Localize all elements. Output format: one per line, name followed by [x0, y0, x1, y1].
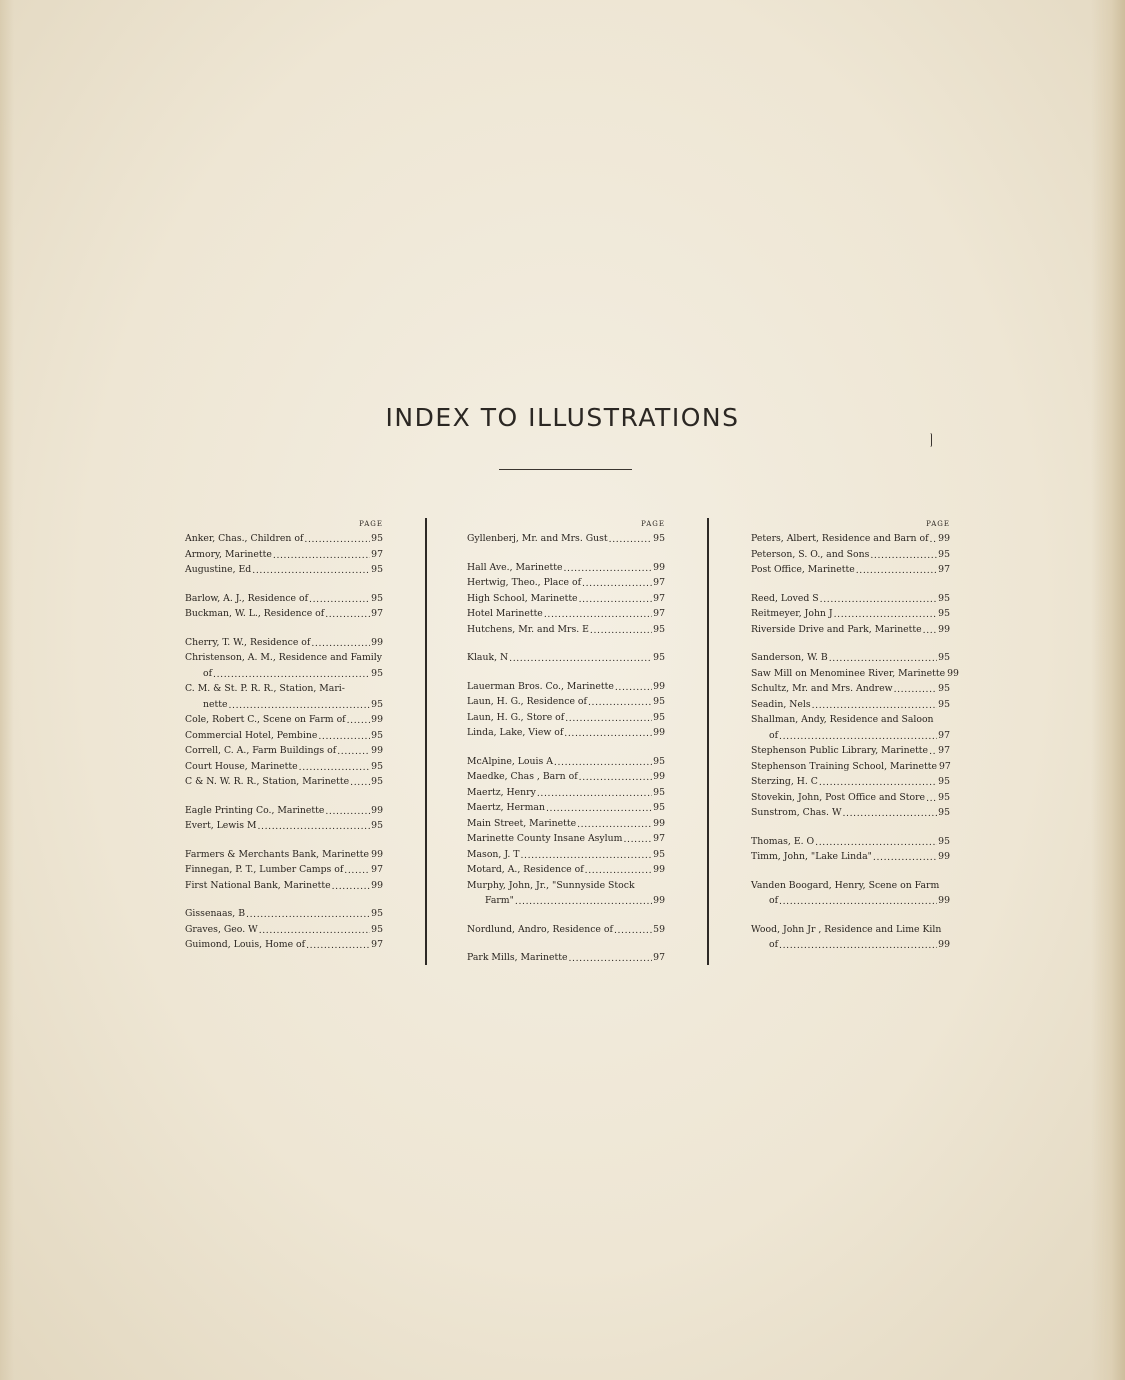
index-entry-page: 97	[938, 745, 950, 756]
dot-leader	[615, 680, 652, 692]
index-entry-name: Maertz, Henry	[467, 786, 536, 798]
index-entry-name: Nordlund, Andro, Residence of	[467, 923, 613, 935]
index-entry-name: Cole, Robert C., Scene on Farm of	[185, 714, 346, 725]
index-entry-page: 95	[938, 548, 950, 560]
index-entry-name: Anker, Chas., Children of	[185, 533, 304, 544]
index-entry-page: 99	[371, 636, 383, 648]
index-column-3	[751, 519, 959, 953]
index-entry-page: 97	[653, 608, 665, 619]
column-divider-left	[425, 518, 427, 965]
dot-leader	[273, 548, 370, 560]
dot-leader	[812, 698, 938, 710]
group-spacer	[751, 578, 950, 591]
dot-leader	[926, 791, 937, 803]
index-entry-page: 95	[938, 807, 950, 818]
index-entry-page: 97	[653, 952, 665, 963]
index-entry-page: 95	[371, 908, 383, 919]
index-entry-name: Christenson, A. M., Residence and Family	[185, 652, 382, 663]
index-entry-name: Sterzing, H. C	[751, 776, 818, 787]
group-spacer	[751, 821, 950, 834]
index-entry-page: 97	[653, 577, 665, 588]
index-entry-page: 95	[653, 696, 665, 707]
index-entry-page: 99	[653, 680, 665, 692]
group-spacer	[467, 666, 665, 679]
dot-leader	[565, 711, 652, 723]
index-entry-page: 95	[371, 667, 383, 679]
index-entry-name: First National Bank, Marinette	[185, 879, 331, 891]
group-spacer	[185, 790, 383, 803]
index-entry-name: C & N. W. R. R., Station, Marinette	[185, 776, 350, 787]
index-entry-continuation: of	[769, 729, 779, 741]
index-entry	[467, 800, 665, 816]
index-entry-name: Shallman, Andy, Residence and Saloon	[751, 714, 934, 725]
index-entry-name: Wood, John Jr , Residence and Lime Kiln	[751, 923, 942, 935]
dot-leader	[304, 532, 370, 544]
index-entry	[185, 697, 383, 713]
index-entry-page: 95	[371, 760, 383, 772]
index-entry	[185, 728, 383, 744]
dot-leader	[563, 561, 652, 573]
dot-leader	[350, 775, 370, 787]
index-entry-name: Riverside Drive and Park, Marinette	[751, 623, 922, 635]
index-entry-page: 99	[653, 895, 665, 906]
index-entry	[467, 847, 665, 863]
dot-leader	[515, 894, 652, 906]
index-entry-name: Post Office, Marinette	[751, 564, 855, 575]
group-spacer	[467, 547, 665, 560]
index-entry	[751, 834, 950, 850]
index-entry-page: 95	[371, 698, 383, 710]
dot-leader	[873, 850, 937, 862]
index-entry-page: 99	[371, 714, 383, 725]
index-entry	[751, 697, 950, 713]
index-entry-name: Eagle Printing Co., Marinette	[185, 804, 325, 816]
index-entry-page: 95	[938, 698, 950, 710]
index-entry-name: Hertwig, Theo., Place of	[467, 577, 582, 588]
dot-leader	[577, 817, 652, 829]
dot-leader	[544, 607, 652, 619]
index-entry-page: 99	[371, 745, 383, 756]
title-rule	[499, 469, 632, 470]
index-entry-name: Lauerman Bros. Co., Marinette	[467, 680, 614, 692]
page-column-header: PAGE	[641, 520, 665, 528]
index-entry-page: 95	[653, 786, 665, 798]
index-entry-continuation: of	[203, 667, 213, 679]
index-entry	[185, 531, 383, 547]
index-entry-name: Seadin, Nels	[751, 698, 811, 710]
dot-leader	[537, 786, 652, 798]
index-entry-page: 99	[938, 851, 950, 862]
index-entry	[185, 878, 383, 894]
dot-leader	[213, 667, 370, 679]
dot-leader	[347, 713, 371, 725]
index-entry-name: Laun, H. G., Store of	[467, 711, 565, 723]
page-column-header: PAGE	[359, 520, 383, 528]
index-entry	[751, 562, 950, 578]
index-entry-name: Stovekin, John, Post Office and Store	[751, 791, 926, 803]
dot-leader	[564, 726, 652, 738]
index-entry	[467, 922, 665, 938]
index-entry	[751, 606, 950, 622]
dot-leader	[344, 863, 370, 875]
index-entry-page: 99	[938, 623, 950, 635]
index-entry	[751, 774, 950, 790]
index-entry-name: Schultz, Mr. and Mrs. Andrew	[751, 683, 893, 694]
index-entry-name: Cherry, T. W., Residence of	[185, 636, 311, 648]
index-entry	[467, 591, 665, 607]
group-spacer	[185, 622, 383, 635]
dot-leader	[585, 863, 652, 875]
dot-leader	[337, 744, 370, 756]
dot-leader	[311, 636, 370, 648]
index-entry-name: Gissenaas, B	[185, 908, 246, 919]
index-entry-name: Klauk, N	[467, 652, 509, 663]
dot-leader	[590, 623, 652, 635]
index-entry	[185, 922, 383, 938]
index-entry-name: Stephenson Public Library, Marinette	[751, 745, 929, 756]
index-entry-page: 95	[938, 683, 950, 694]
index-entry-name: Peters, Albert, Residence and Barn of	[751, 533, 929, 544]
index-entry-page: 99	[371, 848, 383, 860]
index-entry-page: 99	[371, 804, 383, 816]
index-entry-name: Stephenson Training School, Marinette	[751, 760, 937, 772]
index-entry-page: 99	[653, 561, 665, 573]
index-entry-name: Marinette County Insane Asylum	[467, 833, 623, 844]
index-entry	[185, 759, 383, 775]
group-spacer	[185, 578, 383, 591]
index-entry-name: Hutchens, Mr. and Mrs. E	[467, 623, 589, 635]
index-entry-name: High School, Marinette	[467, 592, 578, 604]
index-entry-name: Buckman, W. L., Residence of	[185, 608, 325, 619]
index-entry	[185, 562, 383, 578]
dot-leader	[252, 563, 370, 575]
index-entry-name: Murphy, John, Jr., "Sunnyside Stock	[467, 879, 635, 891]
index-entry-name: Farmers & Merchants Bank, Marinette	[185, 848, 370, 860]
index-entry	[185, 803, 383, 819]
index-entry-page: 99	[938, 939, 950, 950]
index-entry	[467, 531, 665, 547]
dot-leader	[614, 923, 652, 935]
index-entry-name: Reed, Loved S	[751, 592, 819, 604]
index-entry	[751, 937, 950, 953]
index-entry-page: 95	[653, 533, 665, 544]
index-entry-name: Peterson, S. O., and Sons	[751, 548, 870, 560]
dot-leader	[819, 775, 937, 787]
index-entry	[467, 785, 665, 801]
dot-leader	[332, 879, 371, 891]
index-entry	[751, 650, 950, 666]
index-entry-page: 95	[938, 608, 950, 619]
index-entry-page: 97	[371, 548, 383, 560]
index-entry	[751, 790, 950, 806]
index-entry	[185, 774, 383, 790]
group-spacer	[467, 741, 665, 754]
dot-leader	[579, 592, 653, 604]
index-entry	[185, 847, 383, 863]
index-entry	[185, 743, 383, 759]
index-entry	[467, 862, 665, 878]
index-entry-name: McAlpine, Louis A	[467, 755, 553, 767]
group-spacer	[751, 637, 950, 650]
page-title: INDEX TO ILLUSTRATIONS	[385, 403, 740, 432]
index-entry-page: 95	[371, 776, 383, 787]
index-entry-page: 97	[653, 833, 665, 844]
index-entry	[467, 679, 665, 695]
index-entry-name: Armory, Marinette	[185, 548, 272, 560]
dot-leader	[779, 938, 937, 950]
index-entry-name: Reitmeyer, John J	[751, 608, 833, 619]
index-entry-page: 99	[938, 533, 950, 544]
dot-leader	[228, 698, 370, 710]
dot-leader	[843, 806, 938, 818]
index-entry-page: 95	[653, 711, 665, 723]
dot-leader	[829, 651, 937, 663]
dot-leader	[609, 532, 652, 544]
index-entry-name: Commercial Hotel, Pembine	[185, 729, 318, 741]
dot-leader	[325, 804, 370, 816]
index-entry-page: 95	[371, 923, 383, 935]
index-entry	[751, 728, 950, 744]
dot-leader	[554, 755, 652, 767]
index-entry-name: Saw Mill on Menominee River, Marinette	[751, 667, 946, 679]
group-spacer	[751, 909, 950, 922]
index-entry-name: Barlow, A. J., Residence of	[185, 592, 309, 604]
dot-leader	[325, 607, 370, 619]
index-entry	[185, 712, 383, 728]
index-entry-name: Hall Ave., Marinette	[467, 561, 563, 573]
dot-leader	[582, 576, 652, 588]
index-entry-name: Maedke, Chas , Barn of	[467, 771, 578, 782]
index-entry-name: Sanderson, W. B	[751, 652, 828, 663]
index-entry	[185, 635, 383, 651]
index-entry-name: Hotel Marinette	[467, 608, 543, 619]
index-entry-name: C. M. & St. P. R. R., Station, Mari-	[185, 683, 345, 694]
index-entry-page: 97	[938, 564, 950, 575]
dot-leader	[588, 695, 652, 707]
index-entry-page: 99	[947, 667, 959, 679]
index-entry-page: 95	[938, 791, 950, 803]
index-entry-page: 95	[653, 652, 665, 663]
index-entry	[185, 547, 383, 563]
index-entry-name: Motard, A., Residence of	[467, 864, 584, 875]
index-column-1	[185, 519, 383, 953]
dot-leader	[815, 835, 937, 847]
index-entry-page: 99	[653, 771, 665, 782]
index-entry	[185, 906, 383, 922]
index-entry-page: 95	[653, 802, 665, 813]
page-column-header: PAGE	[926, 520, 950, 528]
index-entry	[467, 694, 665, 710]
index-entry-name: Linda, Lake, View of	[467, 727, 564, 738]
dot-leader	[520, 848, 652, 860]
index-entry	[751, 681, 950, 697]
index-entry-page: 95	[371, 533, 383, 544]
index-entry-page: 95	[371, 729, 383, 741]
index-entry-page: 99	[653, 817, 665, 829]
dot-leader	[318, 729, 370, 741]
dot-leader	[579, 770, 653, 782]
group-spacer	[467, 937, 665, 950]
index-entry	[467, 650, 665, 666]
index-entry	[751, 666, 959, 682]
dot-leader	[259, 923, 370, 935]
index-entry-page: 95	[653, 848, 665, 860]
index-entry	[751, 849, 950, 865]
index-entry	[751, 743, 950, 759]
index-entry	[751, 759, 950, 775]
dot-leader	[246, 907, 370, 919]
index-entry-page: 95	[371, 592, 383, 604]
index-entry-continuation: Farm"	[485, 895, 514, 906]
dot-leader	[309, 592, 370, 604]
dot-leader	[299, 760, 371, 772]
dot-leader	[568, 951, 652, 963]
index-entry	[185, 606, 383, 622]
dot-leader	[779, 729, 937, 741]
index-entry-page: 97	[653, 592, 665, 604]
index-entry-page: 95	[371, 820, 383, 831]
dot-leader	[894, 682, 938, 694]
index-entry-continuation: of	[769, 939, 779, 950]
index-entry-name: Timm, John, "Lake Linda"	[751, 851, 872, 862]
index-entry-continuation: of	[769, 895, 779, 906]
index-entry-name: Finnegan, P. T., Lumber Camps of	[185, 864, 344, 875]
index-entry	[185, 818, 383, 834]
group-spacer	[185, 834, 383, 847]
dot-leader	[856, 563, 937, 575]
index-entry-page: 97	[938, 729, 950, 741]
index-entry-page: 95	[938, 652, 950, 663]
index-entry	[751, 547, 950, 563]
index-entry-page: 95	[938, 776, 950, 787]
index-entry	[185, 937, 383, 953]
index-entry-page: 99	[371, 879, 383, 891]
index-entry-page: 97	[371, 864, 383, 875]
index-entry-page: 97	[371, 608, 383, 619]
group-spacer	[467, 637, 665, 650]
index-entry-name: Main Street, Marinette	[467, 817, 577, 829]
index-entry-page: 95	[938, 835, 950, 847]
index-entry-page: 99	[653, 727, 665, 738]
index-entry	[467, 606, 665, 622]
index-entry-name: Augustine, Ed	[185, 564, 252, 575]
index-entry	[751, 893, 950, 909]
index-entry-page: 99	[653, 864, 665, 875]
dot-leader	[834, 607, 938, 619]
index-entry-continuation: nette	[203, 698, 228, 710]
index-entry-page: 95	[653, 755, 665, 767]
index-entry	[751, 531, 950, 547]
dot-leader	[509, 651, 652, 663]
index-entry-name: Gyllenberj, Mr. and Mrs. Gust	[467, 533, 608, 544]
index-entry-name: Mason, J. T	[467, 848, 520, 860]
index-entry	[751, 622, 950, 638]
dot-leader	[623, 832, 652, 844]
dot-leader	[929, 744, 937, 756]
page-right-edge	[1091, 0, 1125, 1380]
column-divider-right	[707, 518, 709, 965]
dot-leader	[257, 819, 370, 831]
index-entry	[467, 769, 665, 785]
dot-leader	[820, 592, 937, 604]
index-entry	[751, 591, 950, 607]
index-entry	[185, 862, 383, 878]
dot-leader	[779, 894, 937, 906]
index-entry	[467, 950, 665, 966]
index-entry	[467, 575, 665, 591]
index-entry	[185, 666, 383, 682]
index-entry	[467, 754, 665, 770]
index-entry-name: Park Mills, Marinette	[467, 952, 568, 963]
index-entry	[467, 710, 665, 726]
dot-leader	[546, 801, 652, 813]
index-entry-page: 95	[653, 623, 665, 635]
margin-mark	[928, 433, 932, 447]
index-entry-name: Court House, Marinette	[185, 760, 298, 772]
index-column-2	[467, 519, 665, 966]
group-spacer	[467, 909, 665, 922]
page-left-edge	[0, 0, 14, 1380]
dot-leader	[870, 548, 937, 560]
index-entry-name: Maertz, Herman	[467, 802, 545, 813]
index-entry	[185, 591, 383, 607]
dot-leader	[930, 532, 938, 544]
index-entry-page: 97	[371, 939, 383, 950]
index-entry-page: 95	[371, 564, 383, 575]
index-entry-name: Sunstrom, Chas. W	[751, 807, 842, 818]
index-entry	[467, 816, 665, 832]
index-entry-name: Graves, Geo. W	[185, 923, 258, 935]
index-entry	[467, 560, 665, 576]
index-entry	[467, 831, 665, 847]
group-spacer	[751, 865, 950, 878]
index-entry	[467, 893, 665, 909]
index-entry	[467, 725, 665, 741]
dot-leader	[923, 623, 938, 635]
dot-leader	[306, 938, 370, 950]
index-entry-name: Evert, Lewis M	[185, 820, 257, 831]
index-entry-name: Laun, H. G., Residence of	[467, 696, 587, 707]
index-entry-page: 95	[938, 592, 950, 604]
group-spacer	[185, 893, 383, 906]
index-entry-name: Guimond, Louis, Home of	[185, 939, 306, 950]
index-entry	[751, 805, 950, 821]
index-entry-name: Vanden Boogard, Henry, Scene on Farm	[751, 879, 940, 891]
index-entry-name: Thomas, E. O	[751, 835, 815, 847]
index-entry-page: 59	[653, 923, 665, 935]
index-entry	[467, 622, 665, 638]
index-entry-page: 99	[938, 895, 950, 906]
index-entry-name: Correll, C. A., Farm Buildings of	[185, 745, 337, 756]
index-entry-page: 97	[938, 760, 951, 772]
